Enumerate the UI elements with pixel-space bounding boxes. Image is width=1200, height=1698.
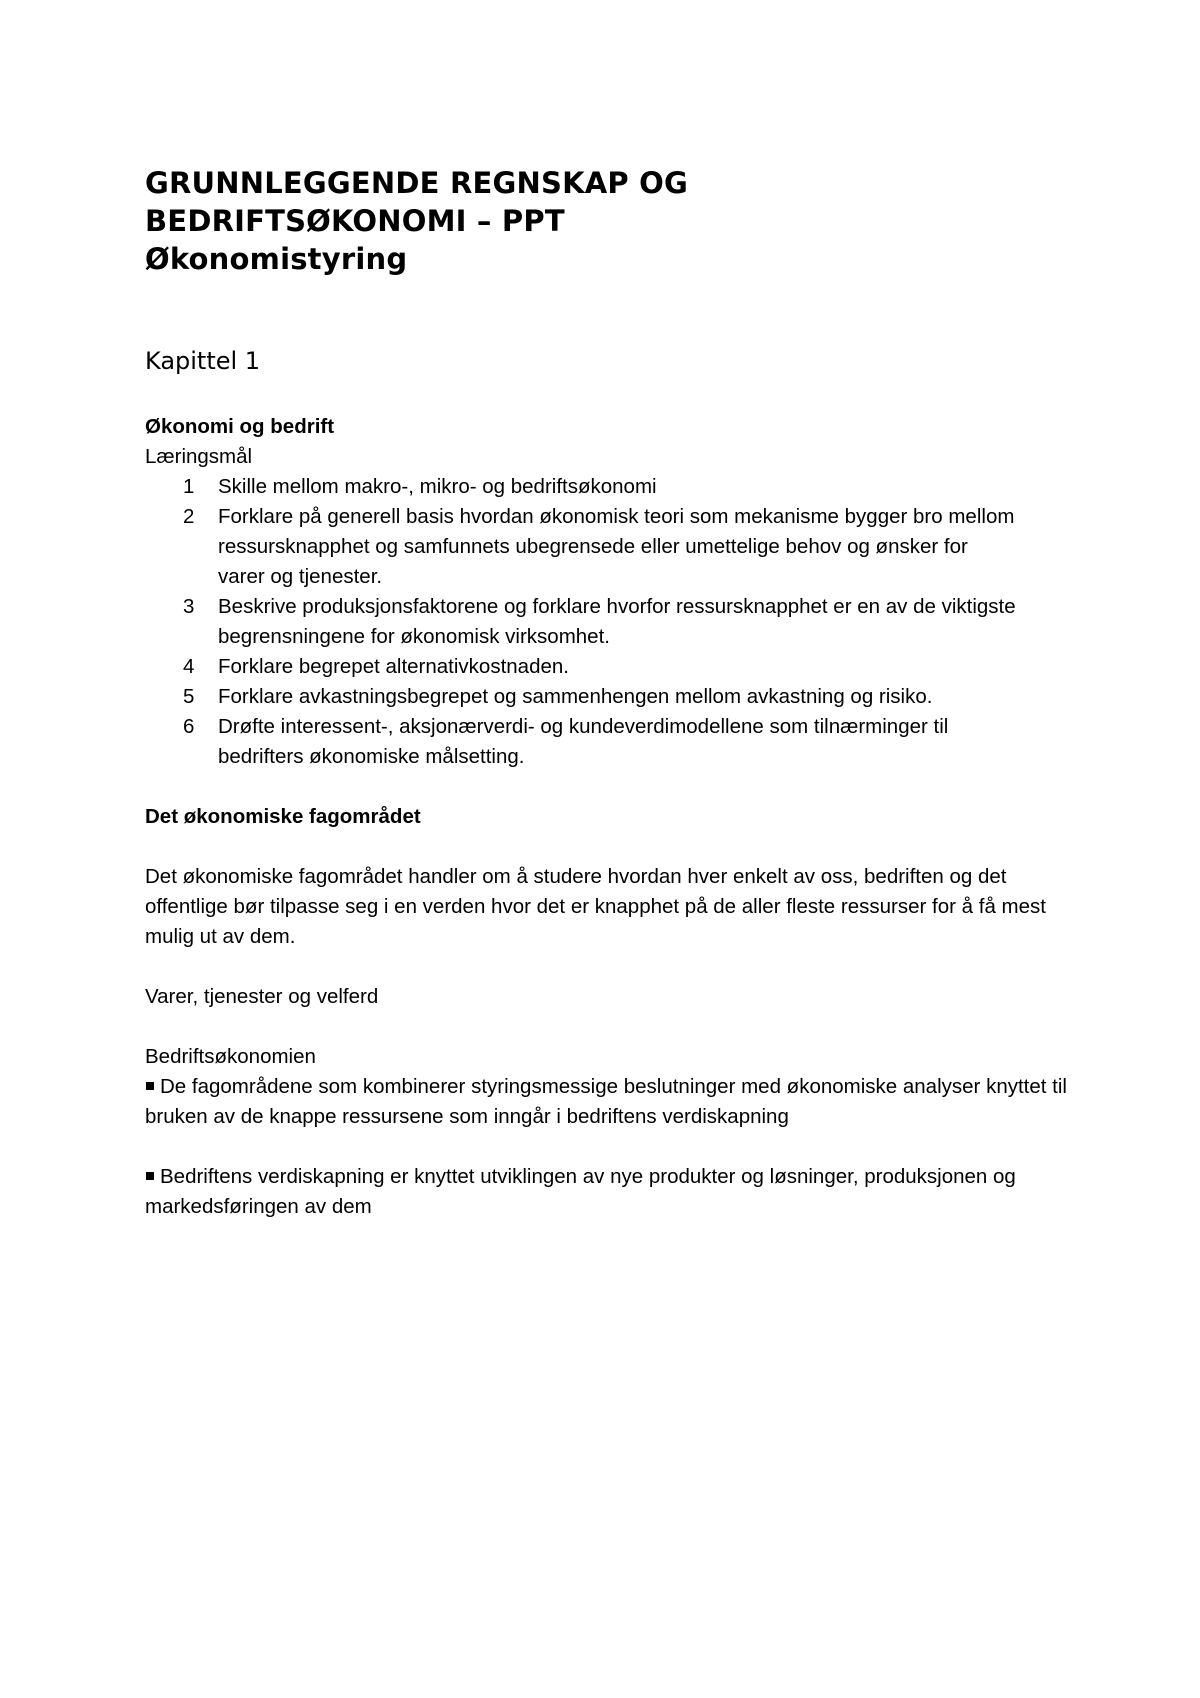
- section-heading-okonomi-og-bedrift: Økonomi og bedrift: [145, 415, 335, 438]
- section-heading-bedriftsokonomien: Bedriftsøkonomien: [145, 1045, 316, 1068]
- title-line-3: Økonomistyring: [145, 242, 408, 276]
- title-line-2: BEDRIFTSØKONOMI – PPT: [145, 204, 565, 238]
- list-item-text: Skille mellom makro-, mikro- og bedriftsøkonomi: [218, 475, 657, 498]
- list-item: [145, 502, 1018, 592]
- spacer: [145, 772, 1085, 802]
- bullet-item: [145, 1162, 1085, 1222]
- list-item-text: Drøfte interessent-, aksjonærverdi- og kundeverdimodellene som tilnærminger til bedrifters økonomiske målsetting.: [218, 715, 949, 768]
- list-item-number: 6: [183, 715, 195, 738]
- square-bullet-icon: [146, 1172, 154, 1180]
- list-item: [145, 592, 1018, 652]
- section-heading-det-okonomiske-fagomradet: Det økonomiske fagområdet: [145, 805, 421, 828]
- list-item: [145, 472, 1018, 502]
- list-item-text: Beskrive produksjonsfaktorene og forklare hvorfor ressursknapphet er en av de viktigste begrensningene for økonomisk virksomhet.: [218, 595, 1016, 648]
- list-item-text: Forklare avkastningsbegrepet og sammenhengen mellom avkastning og risiko.: [218, 685, 933, 708]
- title-line-1: GRUNNLEGGENDE REGNSKAP OG: [145, 166, 689, 200]
- subtopic-line: Varer, tjenester og velferd: [145, 985, 379, 1008]
- spacer: [145, 1132, 1085, 1162]
- paragraph: Det økonomiske fagområdet handler om å studere hvordan hver enkelt av oss, bedriften og det offentlige bør tilpasse seg i en verden hvor det er knapphet på de aller fleste ressurser for å få mest mulig ut av dem.: [145, 865, 1046, 948]
- bullet-item: [145, 1072, 1085, 1132]
- spacer: [145, 832, 1085, 862]
- learning-goals-list: [145, 472, 1085, 772]
- list-item-number: 2: [183, 505, 195, 528]
- spacer: [145, 952, 1085, 982]
- spacer: [145, 1012, 1085, 1042]
- bullet-item-text: Bedriftens verdiskapning er knyttet utviklingen av nye produkter og løsninger, produksjonen og markedsføringen av dem: [145, 1165, 1016, 1218]
- list-item-number: 3: [183, 595, 195, 618]
- list-item: [145, 682, 1018, 712]
- chapter-heading: Kapittel 1: [145, 347, 261, 375]
- list-item: [145, 652, 1018, 682]
- list-item-number: 1: [183, 475, 195, 498]
- learning-goals-label: Læringsmål: [145, 445, 253, 468]
- list-item-number: 4: [183, 655, 195, 678]
- list-item-number: 5: [183, 685, 195, 708]
- list-item: [145, 712, 1018, 772]
- bullet-item-text: De fagområdene som kombinerer styringsmessige beslutninger med økonomiske analyser knyttet til bruken av de knappe ressursene som inngår i bedriftens verdiskapning: [145, 1075, 1067, 1128]
- list-item-text: Forklare begrepet alternativkostnaden.: [218, 655, 569, 678]
- document-title: [145, 164, 688, 278]
- document-body: [145, 412, 1085, 1222]
- square-bullet-icon: [146, 1082, 154, 1090]
- list-item-text: Forklare på generell basis hvordan økonomisk teori som mekanisme bygger bro mellom ressursknapphet og samfunnets ubegrensede eller umettelige behov og ønsker for varer og tjenester.: [218, 505, 1015, 588]
